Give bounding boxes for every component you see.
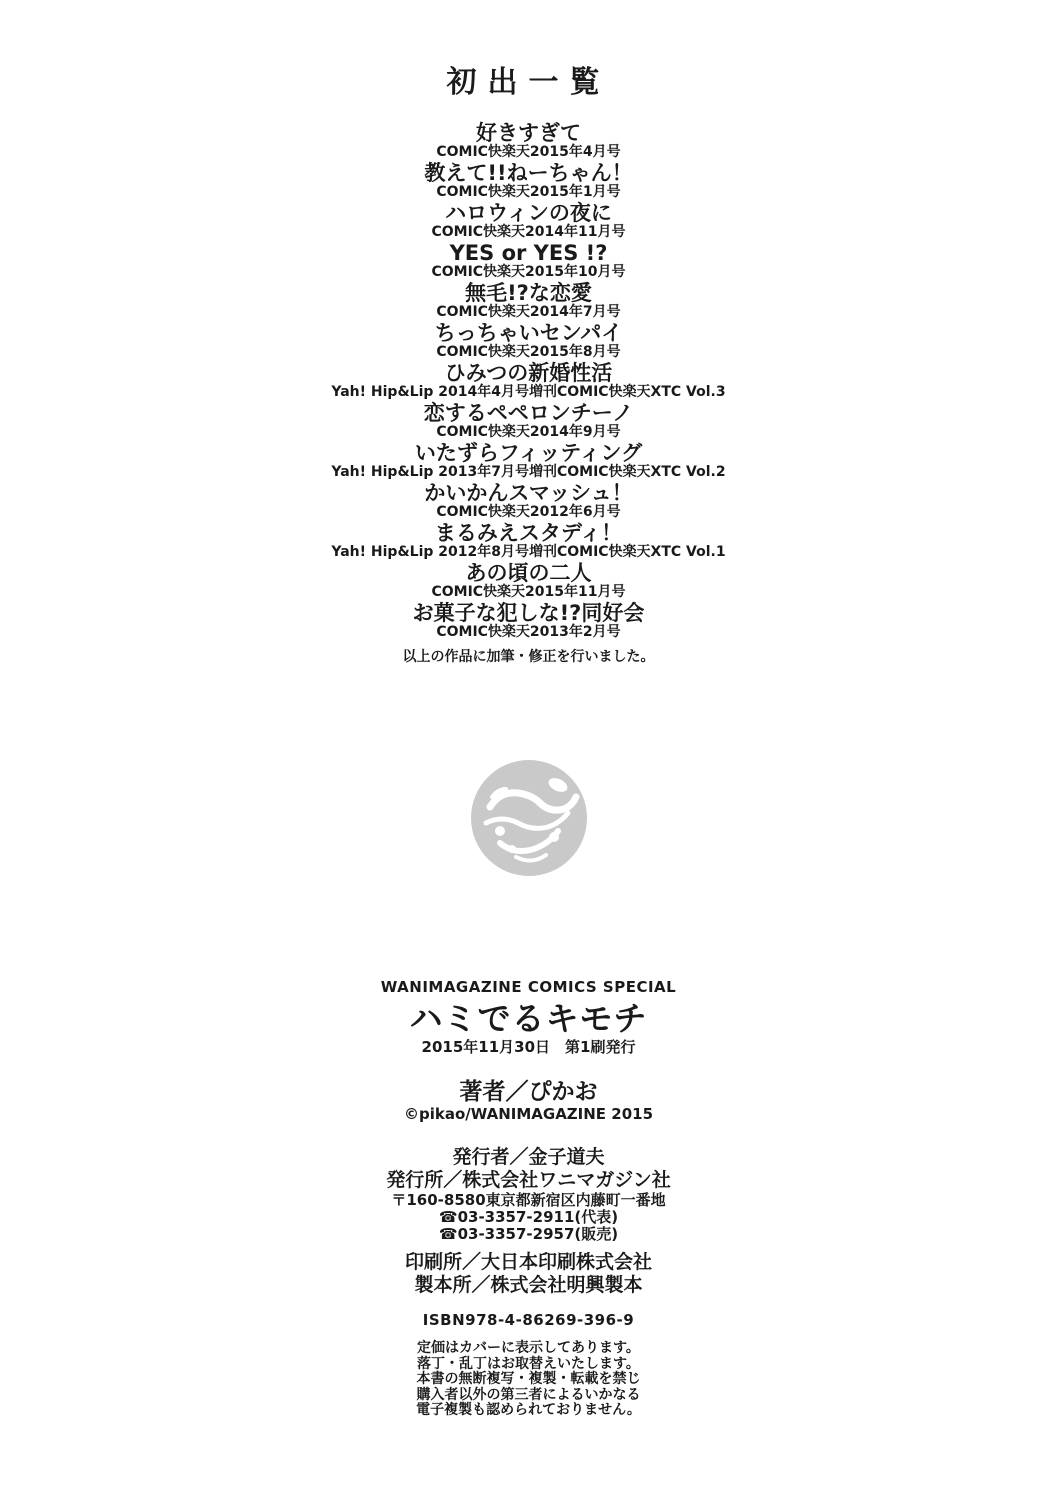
work-source: COMIC快楽天2014年7月号 <box>436 304 621 320</box>
colophon-block <box>22 979 1035 1419</box>
printer-line: 印刷所／大日本印刷株式会社 <box>404 1251 652 1273</box>
work-source: Yah! Hip&Lip 2012年8月号増刊COMIC快楽天XTC Vol.1 <box>331 544 726 560</box>
list-item <box>22 442 1035 480</box>
phone-main: ☎03-3357-2911(代表) <box>438 1208 619 1226</box>
list-item <box>22 362 1035 400</box>
work-title: ハロウィンの夜に <box>445 201 612 225</box>
list-item <box>22 122 1035 160</box>
list-item <box>22 482 1035 520</box>
publisher-company: 発行所／株式会社ワニマガジン社 <box>386 1169 671 1191</box>
fine-print-line: 本書の無断複写・複製・転載を禁じ <box>416 1371 641 1387</box>
phone-sales: ☎03-3357-2957(販売) <box>438 1225 619 1243</box>
work-title: かいかんスマッシュ！ <box>424 481 633 505</box>
work-title: 好きすぎて <box>476 121 581 145</box>
work-source: Yah! Hip&Lip 2014年4月号増刊COMIC快楽天XTC Vol.3 <box>331 384 726 400</box>
publisher-person: 発行者／金子道夫 <box>452 1146 605 1168</box>
list-item <box>22 602 1035 640</box>
work-title: 恋するペペロンチーノ <box>423 401 634 425</box>
work-source: COMIC快楽天2015年10月号 <box>431 264 626 280</box>
work-source: COMIC快楽天2015年1月号 <box>436 184 621 200</box>
work-title: 無毛!?な恋愛 <box>465 281 592 305</box>
work-title: まるみえスタディ！ <box>434 521 623 545</box>
work-title: 教えて!!ねーちゃん！ <box>424 161 633 185</box>
list-item <box>22 242 1035 280</box>
page-title: 初出一覧 <box>446 65 611 100</box>
work-source: Yah! Hip&Lip 2013年7月号増刊COMIC快楽天XTC Vol.2 <box>331 464 726 480</box>
author-line: 著者／ぴかお <box>459 1079 598 1105</box>
binder-line: 製本所／株式会社明興製本 <box>414 1274 643 1296</box>
work-source: COMIC快楽天2015年4月号 <box>436 144 621 160</box>
copyright-line: ©pikao/WANIMAGAZINE 2015 <box>403 1105 654 1123</box>
work-title: あの頃の二人 <box>465 561 592 585</box>
list-item <box>22 202 1035 240</box>
imprint-series-label: WANIMAGAZINE COMICS SPECIAL <box>380 978 677 996</box>
list-item <box>22 402 1035 440</box>
printer-block <box>22 1251 1035 1297</box>
list-item <box>22 162 1035 200</box>
work-title: YES or YES !? <box>449 241 608 265</box>
revision-note: 以上の作品に加筆・修正を行いました。 <box>402 649 655 665</box>
work-source: COMIC快楽天2015年8月号 <box>436 344 621 360</box>
work-source: COMIC快楽天2013年2月号 <box>436 624 621 640</box>
book-title: ハミでるキモチ <box>409 999 648 1038</box>
list-item <box>22 282 1035 320</box>
work-title: お菓子な犯しな!?同好会 <box>412 601 645 625</box>
isbn-line: ISBN978-4-86269-396-9 <box>422 1311 635 1329</box>
work-source: COMIC快楽天2012年6月号 <box>436 504 621 520</box>
work-title: ひみつの新婚性活 <box>444 361 613 385</box>
work-title: ちっちゃいセンパイ <box>434 321 623 345</box>
publication-list <box>22 122 1035 640</box>
publisher-address: 〒160-8580東京都新宿区内藤町一番地 <box>391 1191 666 1209</box>
fine-print-line: 電子複製も認められておりません。 <box>416 1402 641 1418</box>
publisher-block <box>22 1146 1035 1243</box>
list-item <box>22 562 1035 600</box>
fine-print-line: 定価はカバーに表示してあります。 <box>417 1340 640 1356</box>
list-item <box>22 322 1035 360</box>
list-item <box>22 522 1035 560</box>
legal-fine-print <box>22 1341 1035 1419</box>
work-source: COMIC快楽天2015年11月号 <box>431 584 626 600</box>
print-date-line: 2015年11月30日 第1刷発行 <box>421 1038 636 1056</box>
work-title: いたずらフィッティング <box>414 441 643 465</box>
wanimagazine-dragon-logo <box>22 759 1035 879</box>
work-source: COMIC快楽天2014年11月号 <box>431 224 626 240</box>
content-column <box>22 0 1035 1419</box>
fine-print-line: 落丁・乱丁はお取替えいたします。 <box>417 1355 640 1372</box>
fine-print-line: 購入者以外の第三者によるいかなる <box>416 1386 641 1403</box>
work-source: COMIC快楽天2014年9月号 <box>436 424 621 440</box>
